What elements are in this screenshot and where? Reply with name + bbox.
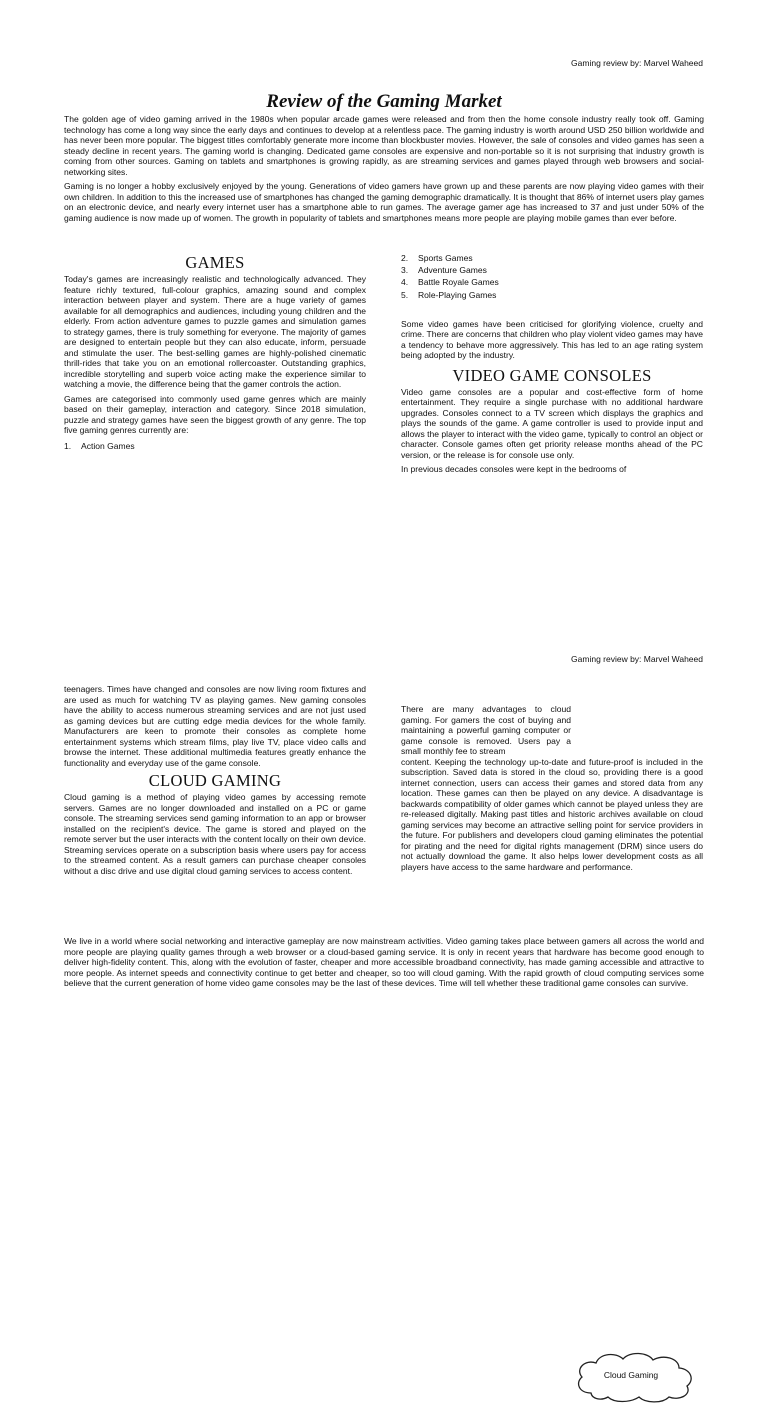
criticism-paragraph: Some video games have been criticised for glorifying violence, cruelty and crime. There are concerns that children who play violent video games may have a tendency to behave more aggressively. This has led to an age rating system being adopted by the industry. (401, 318, 703, 361)
list-item (64, 440, 366, 452)
page-one (0, 0, 768, 520)
games-column (64, 252, 366, 452)
cloud-advantages-paragraph-rest: content. Keeping the technology up-to-date and future-proof is included in the subscription. Saved data is stored in the cloud so, providing there is a good internet connection, users can access their games and stored data from any location. These games can then be played on any device. A disadvantage is backwards compatibility of older games which cannot be played unless they are re-released digitally. Making past titles and historic archives available on cloud gaming services may become an attractive selling point for service providers in the future. For publishers and developers cloud gaming eliminates the potential for pirating and the need for digital rights management (DRM) since users do not actually download the game. It also helps lower development costs as all players have access to the same hardware and performance. (401, 756, 703, 872)
list-label: Action Games (81, 440, 135, 451)
list-number: 3. (401, 265, 409, 276)
consoles-paragraph-1: Video game consoles are a popular and cost-effective form of home entertainment. They require a single purchase with no additional hardware upgrades. Consoles connect to a TV screen which displays the graphics and plays the sounds of the game. A game controller is used to provide input and allows the player to interact with the video game, typically to control an object or character. Console games often get priority release months ahead of the PC version, or the release is for console use only. (401, 386, 703, 460)
genre-list-part-2 (401, 252, 703, 301)
cloud-gaming-paragraph-1: Cloud gaming is a method of playing video games by accessing remote servers. Games are no longer downloaded and installed on a PC or game console. The streaming services send gaming information to an app or browser installed on the recipient's device. The game is stored and played on the remote server but the user interacts with the content locally on their own device. Streaming services operate on a subscription basis where users pay for access to the streamed content. As a result gamers can purchase cheaper consoles without a disc drive and use digital cloud gaming services to access content. (64, 792, 366, 876)
list-number: 1. (64, 440, 72, 451)
games-paragraph-1: Today's games are increasingly realistic and technologically advanced. They feature richly textured, full-colour graphics, amazing sound and complex interaction between player and system. There are a huge variety of games available for all demographics and audiences, including young children and the elderly. From action adventure games to puzzle games and simulation games to strategy games, there is truly something for everyone. The majority of games are designed to entertain people but they can also educate, inform, persuade and stimulate the user. The best-selling games are highly-polished cinematic thrill-rides that take you on an emotional rollercoaster. Outstanding graphics, incredible storytelling and superb voice acting make the experience similar to watching a movie, the difference being that the gamer controls the action. (64, 274, 366, 389)
page-header: Gaming review by: Marvel Waheed (571, 58, 703, 68)
list-label: Adventure Games (418, 265, 487, 276)
left-column (64, 684, 366, 880)
list-number: 2. (401, 253, 409, 263)
page-header: Gaming review by: Marvel Waheed (571, 654, 703, 664)
list-item (401, 264, 703, 276)
page-two (0, 644, 768, 1380)
list-item (401, 276, 703, 288)
consoles-paragraph-2: In previous decades consoles were kept in the bedrooms of (401, 464, 627, 475)
closing-paragraph: We live in a world where social networking and interactive gameplay are now mainstream activities. Video gaming takes place between gamers all across the world and more people are playing quality games through a web browser or a cloud-based gaming service. It is only in recent years that hardware has become good enough to deliver high-fidelity content. This, along with the evolution of faster, cheaper and more accessible broadband connectivity, has made gaming accessible and attractive to more people. As internet speeds and connectivity continue to get better and cheaper, so too will cloud gaming. With the rapid growth of cloud computing services some believe that the current generation of home video game consoles may be the last of these devices. Time will tell whether these traditional game consoles can survive. (64, 936, 704, 988)
list-item (401, 252, 703, 264)
page-gap (0, 520, 768, 644)
list-label: Role-Playing Games (418, 289, 497, 300)
cloud-gaming-label: Cloud Gaming (603, 1370, 659, 1380)
consoles-continued-paragraph: teenagers. Times have changed and consoles are now living room fixtures and are used as much for watching TV as playing games. New gaming consoles have the ability to access numerous streaming services and are not just used as gaming devices but are cutting edge media devices for the whole family. Manufacturers are keen to promote their consoles as complete home entertainment systems which stream films, play live TV, place video calls and browse the internet. These additional multimedia features greatly enhance the functionality and everyday use of the game console. (64, 684, 366, 768)
list-item (401, 289, 703, 301)
games-heading: GAMES (185, 253, 245, 272)
cloud-advantages-paragraph-start: There are many advantages to cloud gaming. For gamers the cost of buying and maintaining a powerful gaming computer or game console is removed. Users pay a small monthly fee to stream (401, 704, 571, 756)
intro-paragraph-1: The golden age of video gaming arrived in the 1980s when popular arcade games were released and from then the home console industry really took off. Gaming technology has come a long way since the early days and continues to develop at a relentless pace. The gaming industry is worth around USD 250 billion worldwide and has never been more popular. The biggest titles comfortably generate more income than blockbuster movies. However, the sale of consoles and video games has seen a steady decline in recent years. The gaming world is changing. Dedicated game consoles are expensive and non-portable so it is not surprising that industry growth is coming from other sources. Gaming on tablets and smartphones is growing rapidly, as are streaming services and games played through web browsers and social-networking sites. (64, 114, 704, 177)
document-title: Review of the Gaming Market (266, 91, 502, 112)
intro-section (64, 114, 704, 227)
games-paragraph-2: Games are categorised into commonly used game genres which are mainly based on their gameplay, interaction and category. Since 2018 simulation, puzzle and strategy games have seen the biggest growth of any genre. The top five gaming genres currently are: (64, 393, 366, 435)
intro-paragraph-2: Gaming is no longer a hobby exclusively enjoyed by the young. Generations of video gamers have grown up and these parents are now playing video games with their own children. In addition to this the increased use of smartphones has changed the gaming demographic dramatically. It is thought that 86% of internet users play games on an electronic device, and nearly every internet user has a smartphone able to run games. The average gamer age has increased to 37 and just under 50% of the gaming audience is now made up of women. The growth in popularity of tablets and smartphones means more people are playing mobile games than ever before. (64, 181, 704, 223)
list-label: Battle Royale Games (418, 277, 499, 288)
list-number: 4. (401, 277, 409, 288)
right-column (401, 704, 703, 876)
list-label: Sports Games (418, 253, 473, 263)
closing-section (64, 936, 704, 993)
genre-list-part-1 (64, 440, 366, 452)
consoles-heading: VIDEO GAME CONSOLES (452, 365, 652, 385)
list-number: 5. (401, 289, 409, 300)
cloud-gaming-heading: CLOUD GAMING (148, 771, 282, 790)
right-column (401, 252, 703, 479)
